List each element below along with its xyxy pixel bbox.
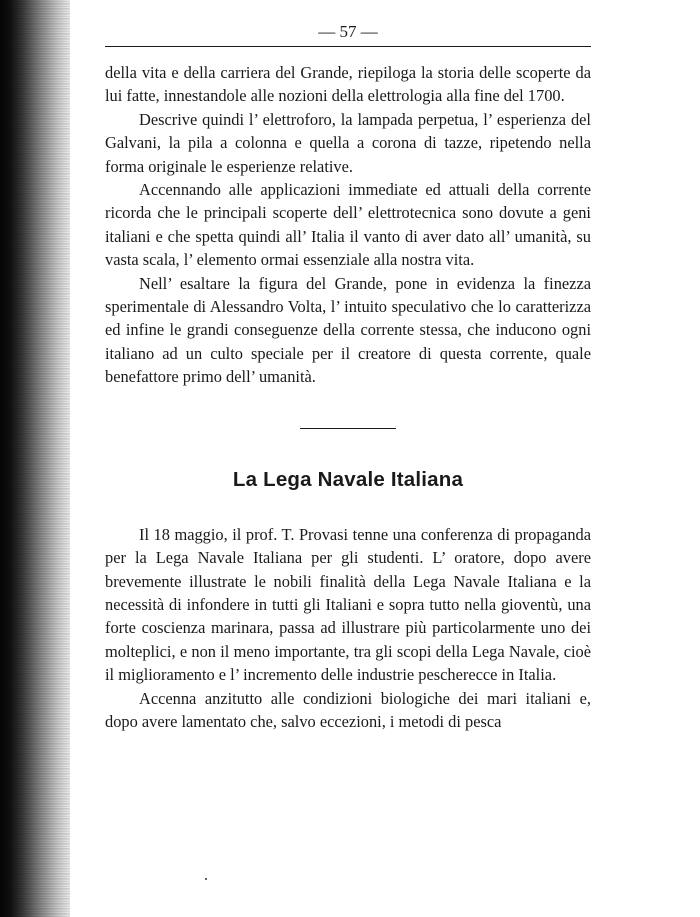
section-2-text <box>105 523 591 734</box>
header-rule <box>105 46 591 47</box>
paragraph: Il 18 maggio, il prof. T. Provasi tenne una conferenza di propaganda per la Lega Navale Italiana per gli studenti. L’ oratore, dopo avere brevemente illustrate le nobili finalità della Lega Navale Italiana e la necessità di infondere in tutti gli Italiani e sopra tutto nella gioventù, una forte coscienza marinara, passa ad illustrare più particolarmente uno dei molteplici, e non il meno importante, tra gli scopi della Lega Navale, cioè il miglioramento e l’ incremento delle industrie pescherecce in Italia. <box>105 524 591 685</box>
scan-speck <box>205 878 207 880</box>
paragraph: Accennando alle applicazioni immediate ed attuali della corrente ricorda che le principali scoperte dell’ elettrotecnica sono dovute a geni italiani e che spetta quindi all’ Italia il vanto di aver dato all’ umanità, su vasta scala, l’ elemento ormai essenziale alla nostra vita. <box>105 180 591 270</box>
paragraph: Accenna anzitutto alle condizioni biologiche dei mari italiani e, dopo avere lamentato che, salvo eccezioni, i metodi di pesca <box>105 688 591 731</box>
paragraph: Descrive quindi l’ elettroforo, la lampada perpetua, l’ esperienza del Galvani, la pila a colonna e quella a corona di tazze, ripetendo nella forma originale le esperienze relative. <box>105 109 591 176</box>
paragraph: Nell’ esaltare la figura del Grande, pone in evidenza la finezza sperimentale di Alessandro Volta, l’ intuito speculativo che lo caratterizza ed infine le grandi conseguenze della corrente stessa, che inducono ogni italiano ad un culto speciale per il creatore di questa corrente, quale benefattore primo dell’ umanità. <box>105 273 591 387</box>
book-spine-shadow <box>0 0 70 917</box>
book-page <box>105 20 591 733</box>
section-divider <box>300 428 396 429</box>
page-header <box>105 20 591 46</box>
section-title: La Lega Navale Italiana <box>232 467 464 491</box>
page-number: — 57 — <box>318 22 378 41</box>
paragraph: della vita e della carriera del Grande, riepiloga la storia delle scoperte da lui fatte, innestandole alle nozioni della elettrologia alla fine del 1700. <box>105 63 591 106</box>
section-1-text <box>105 61 591 389</box>
